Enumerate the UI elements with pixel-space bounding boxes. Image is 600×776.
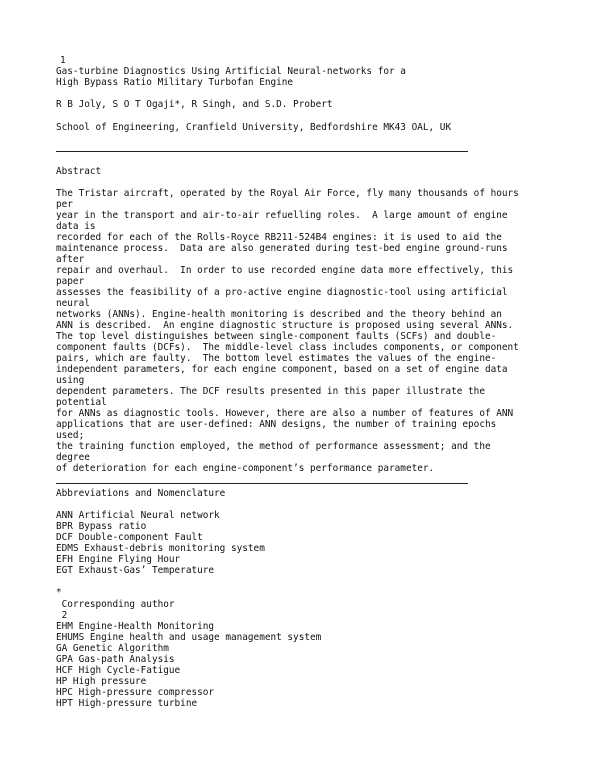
paper-title-line-2: High Bypass Ratio Military Turbofan Engine: [56, 77, 294, 88]
abbreviation-item: HP High pressure: [56, 676, 147, 687]
header-divider: [56, 151, 468, 152]
abbreviation-item: BPR Bypass ratio: [56, 521, 147, 532]
abstract-line: per: [56, 199, 73, 210]
abstract-line: networks (ANNs). Engine-health monitoring is described and the theory behind an: [56, 309, 502, 320]
abstract-line: assesses the feasibility of a pro-active engine diagnostic-tool using artificial: [56, 287, 508, 298]
page-number: 1: [60, 55, 66, 66]
abstract-line: for ANNs as diagnostic tools. However, there are also a number of features of ANN: [56, 408, 514, 419]
abbreviation-item: GA Genetic Algorithm: [56, 643, 169, 654]
abstract-line: the training function employed, the method of performance assessment; and the: [56, 441, 491, 452]
abstract-line: of deterioration for each engine-component’s performance parameter.: [56, 463, 435, 474]
abstract-line: independent parameters, for each engine component, based on a set of engine data: [56, 364, 508, 375]
paper-title-line-1: Gas-turbine Diagnostics Using Artificial Neural-networks for a: [56, 66, 406, 77]
authors: R B Joly, S O T Ogaji*, R Singh, and S.D. Probert: [56, 99, 333, 110]
abbreviation-item: ANN Artificial Neural network: [56, 510, 220, 521]
abstract-line: ANN is described. An engine diagnostic structure is proposed using several ANNs.: [56, 320, 514, 331]
abstract-line: data is: [56, 221, 96, 232]
abstract-line: repair and overhaul. In order to use recorded engine data more effectively, this: [56, 265, 514, 276]
abbreviation-item: HPC High-pressure compressor: [56, 687, 215, 698]
abbreviation-item: GPA Gas-path Analysis: [56, 654, 175, 665]
abstract-line: used;: [56, 430, 85, 441]
abbreviation-item: EDMS Exhaust-debris monitoring system: [56, 543, 265, 554]
abstract-line: year in the transport and air-to-air refuelling roles. A large amount of engine: [56, 210, 508, 221]
abstract-line: recorded for each of the Rolls-Royce RB211-524B4 engines: it is used to aid the: [56, 232, 502, 243]
abstract-line: dependent parameters. The DCF results presented in this paper illustrate the: [56, 386, 485, 397]
abstract-line: The Tristar aircraft, operated by the Royal Air Force, fly many thousands of hours: [56, 188, 519, 199]
abstract-line: component faults (DCFs). The middle-level class includes components, or component: [56, 342, 519, 353]
abstract-line: neural: [56, 298, 90, 309]
abbreviation-item: EGT Exhaust-Gas’ Temperature: [56, 565, 215, 576]
footnote-marker: *: [56, 587, 62, 598]
footnote-text: Corresponding author: [56, 599, 175, 610]
abstract-line: maintenance process. Data are also generated during test-bed engine ground-runs: [56, 243, 508, 254]
page-number: 2: [56, 610, 68, 621]
abbreviation-item: HPT High-pressure turbine: [56, 698, 198, 709]
abstract-line: using: [56, 375, 85, 386]
abstract-line: applications that are user-defined: ANN designs, the number of training epochs: [56, 419, 497, 430]
abstract-line: potential: [56, 397, 107, 408]
abbreviation-item: EFH Engine Flying Hour: [56, 554, 181, 565]
abstract-line: pairs, which are faulty. The bottom level estimates the values of the engine-: [56, 353, 497, 364]
affiliation: School of Engineering, Cranfield University, Bedfordshire MK43 OAL, UK: [56, 122, 452, 133]
abbreviation-item: EHM Engine-Health Monitoring: [56, 621, 215, 632]
abbreviation-item: EHUMS Engine health and usage management system: [56, 632, 322, 643]
abstract-divider: [56, 483, 468, 484]
abbreviations-heading: Abbreviations and Nomenclature: [56, 488, 226, 499]
abstract-line: The top level distinguishes between single-component faults (SCFs) and double-: [56, 331, 497, 342]
abstract-heading: Abstract: [56, 166, 102, 177]
abstract-line: degree: [56, 452, 90, 463]
abstract-line: after: [56, 254, 85, 265]
abstract-line: paper: [56, 276, 85, 287]
abbreviation-item: HCF High Cycle-Fatigue: [56, 665, 181, 676]
abbreviation-item: DCF Double-component Fault: [56, 532, 203, 543]
